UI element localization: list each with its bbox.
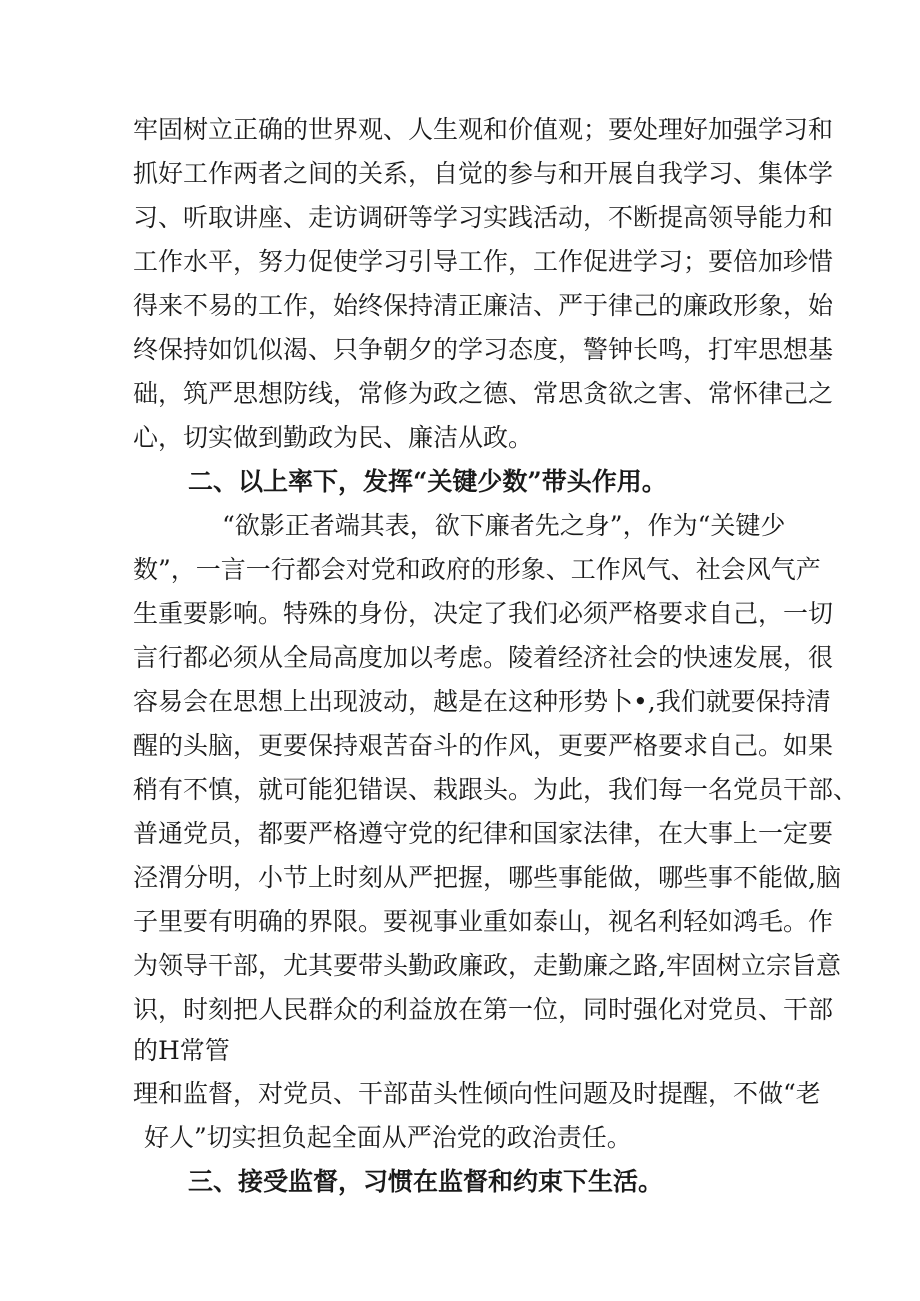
paragraph-line: 普通党员，都要严格遵守党的纪律和国家法律，在大事上一定要 [133, 819, 834, 848]
paragraph-line: 础，筑严思想防线，常修为政之德、常思贪欲之害、常怀律己之 [133, 379, 834, 408]
paragraph-line: 子里要有明确的界限。要视事业重如泰山，视名利轻如鸿毛。作 [133, 907, 834, 936]
paragraph-line: 得来不易的工作，始终保持清正廉洁、严于律己的廉政形象，始 [133, 291, 834, 320]
paragraph-line: 心，切实做到勤政为民、廉洁从政。 [133, 423, 534, 452]
paragraph-line: 终保持如饥似渴、只争朝夕的学习态度，警钟长鸣，打牢思想基 [133, 335, 834, 364]
paragraph-line: 稍有不慎，就可能犯错误、栽跟头。为此，我们每一名党员干部、 [133, 775, 859, 804]
paragraph-line: 容易会在思想上出现波动，越是在这种形势卜•,我们就要保持清 [133, 687, 831, 716]
section-heading-two: 二、以上率下，发挥“关键少数”带头作用。 [188, 467, 667, 496]
paragraph-line: 为领导干部，尤其要带头勤政廉政，走勤廉之路,牢固树立宗旨意 [133, 951, 841, 980]
paragraph-line: 的H常管 [133, 1036, 230, 1065]
paragraph-line: 牢固树立正确的世界观、人生观和价值观；要处理好加强学习和 [133, 115, 834, 144]
paragraph-line: 生重要影响。特殊的身份，决定了我们必须严格要求自己，一切 [133, 599, 834, 628]
section-heading-three: 三、接受监督，习惯在监督和约束下生活。 [188, 1167, 664, 1196]
paragraph-line: 泾渭分明，小节上时刻从严把握，哪些事能做，哪些事不能做,脑 [133, 863, 841, 892]
paragraph-line: 数”，一言一行都会对党和政府的形象、工作风气、社会风气产 [133, 555, 821, 584]
paragraph-line: 言行都必须从全局高度加以考虑。陵着经济社会的快速发展，很 [133, 643, 834, 672]
paragraph-line: “欲影正者端其表，欲下廉者先之身”，作为“关键少 [222, 511, 786, 540]
paragraph-line: 理和监督，对党员、干部苗头性倾向性问题及时提醒，不做“老 [133, 1079, 821, 1108]
paragraph-line: 醒的头脑，更要保持艰苦奋斗的作风，更要严格要求自己。如果 [133, 731, 834, 760]
paragraph-line: 好人”切实担负起全面从严治党的政治责任。 [144, 1123, 632, 1152]
paragraph-line: 识，时刻把人民群众的利益放在第一位，同时强化对党员、干部 [133, 995, 834, 1024]
paragraph-line: 抓好工作两者之间的关系，自觉的参与和开展自我学习、集体学 [133, 159, 834, 188]
paragraph-line: 工作水平，努力促使学习引导工作，工作促进学习；要倍加珍惜 [133, 247, 834, 276]
paragraph-line: 习、听取讲座、走访调研等学习实践活动，不断提高领导能力和 [133, 203, 834, 232]
